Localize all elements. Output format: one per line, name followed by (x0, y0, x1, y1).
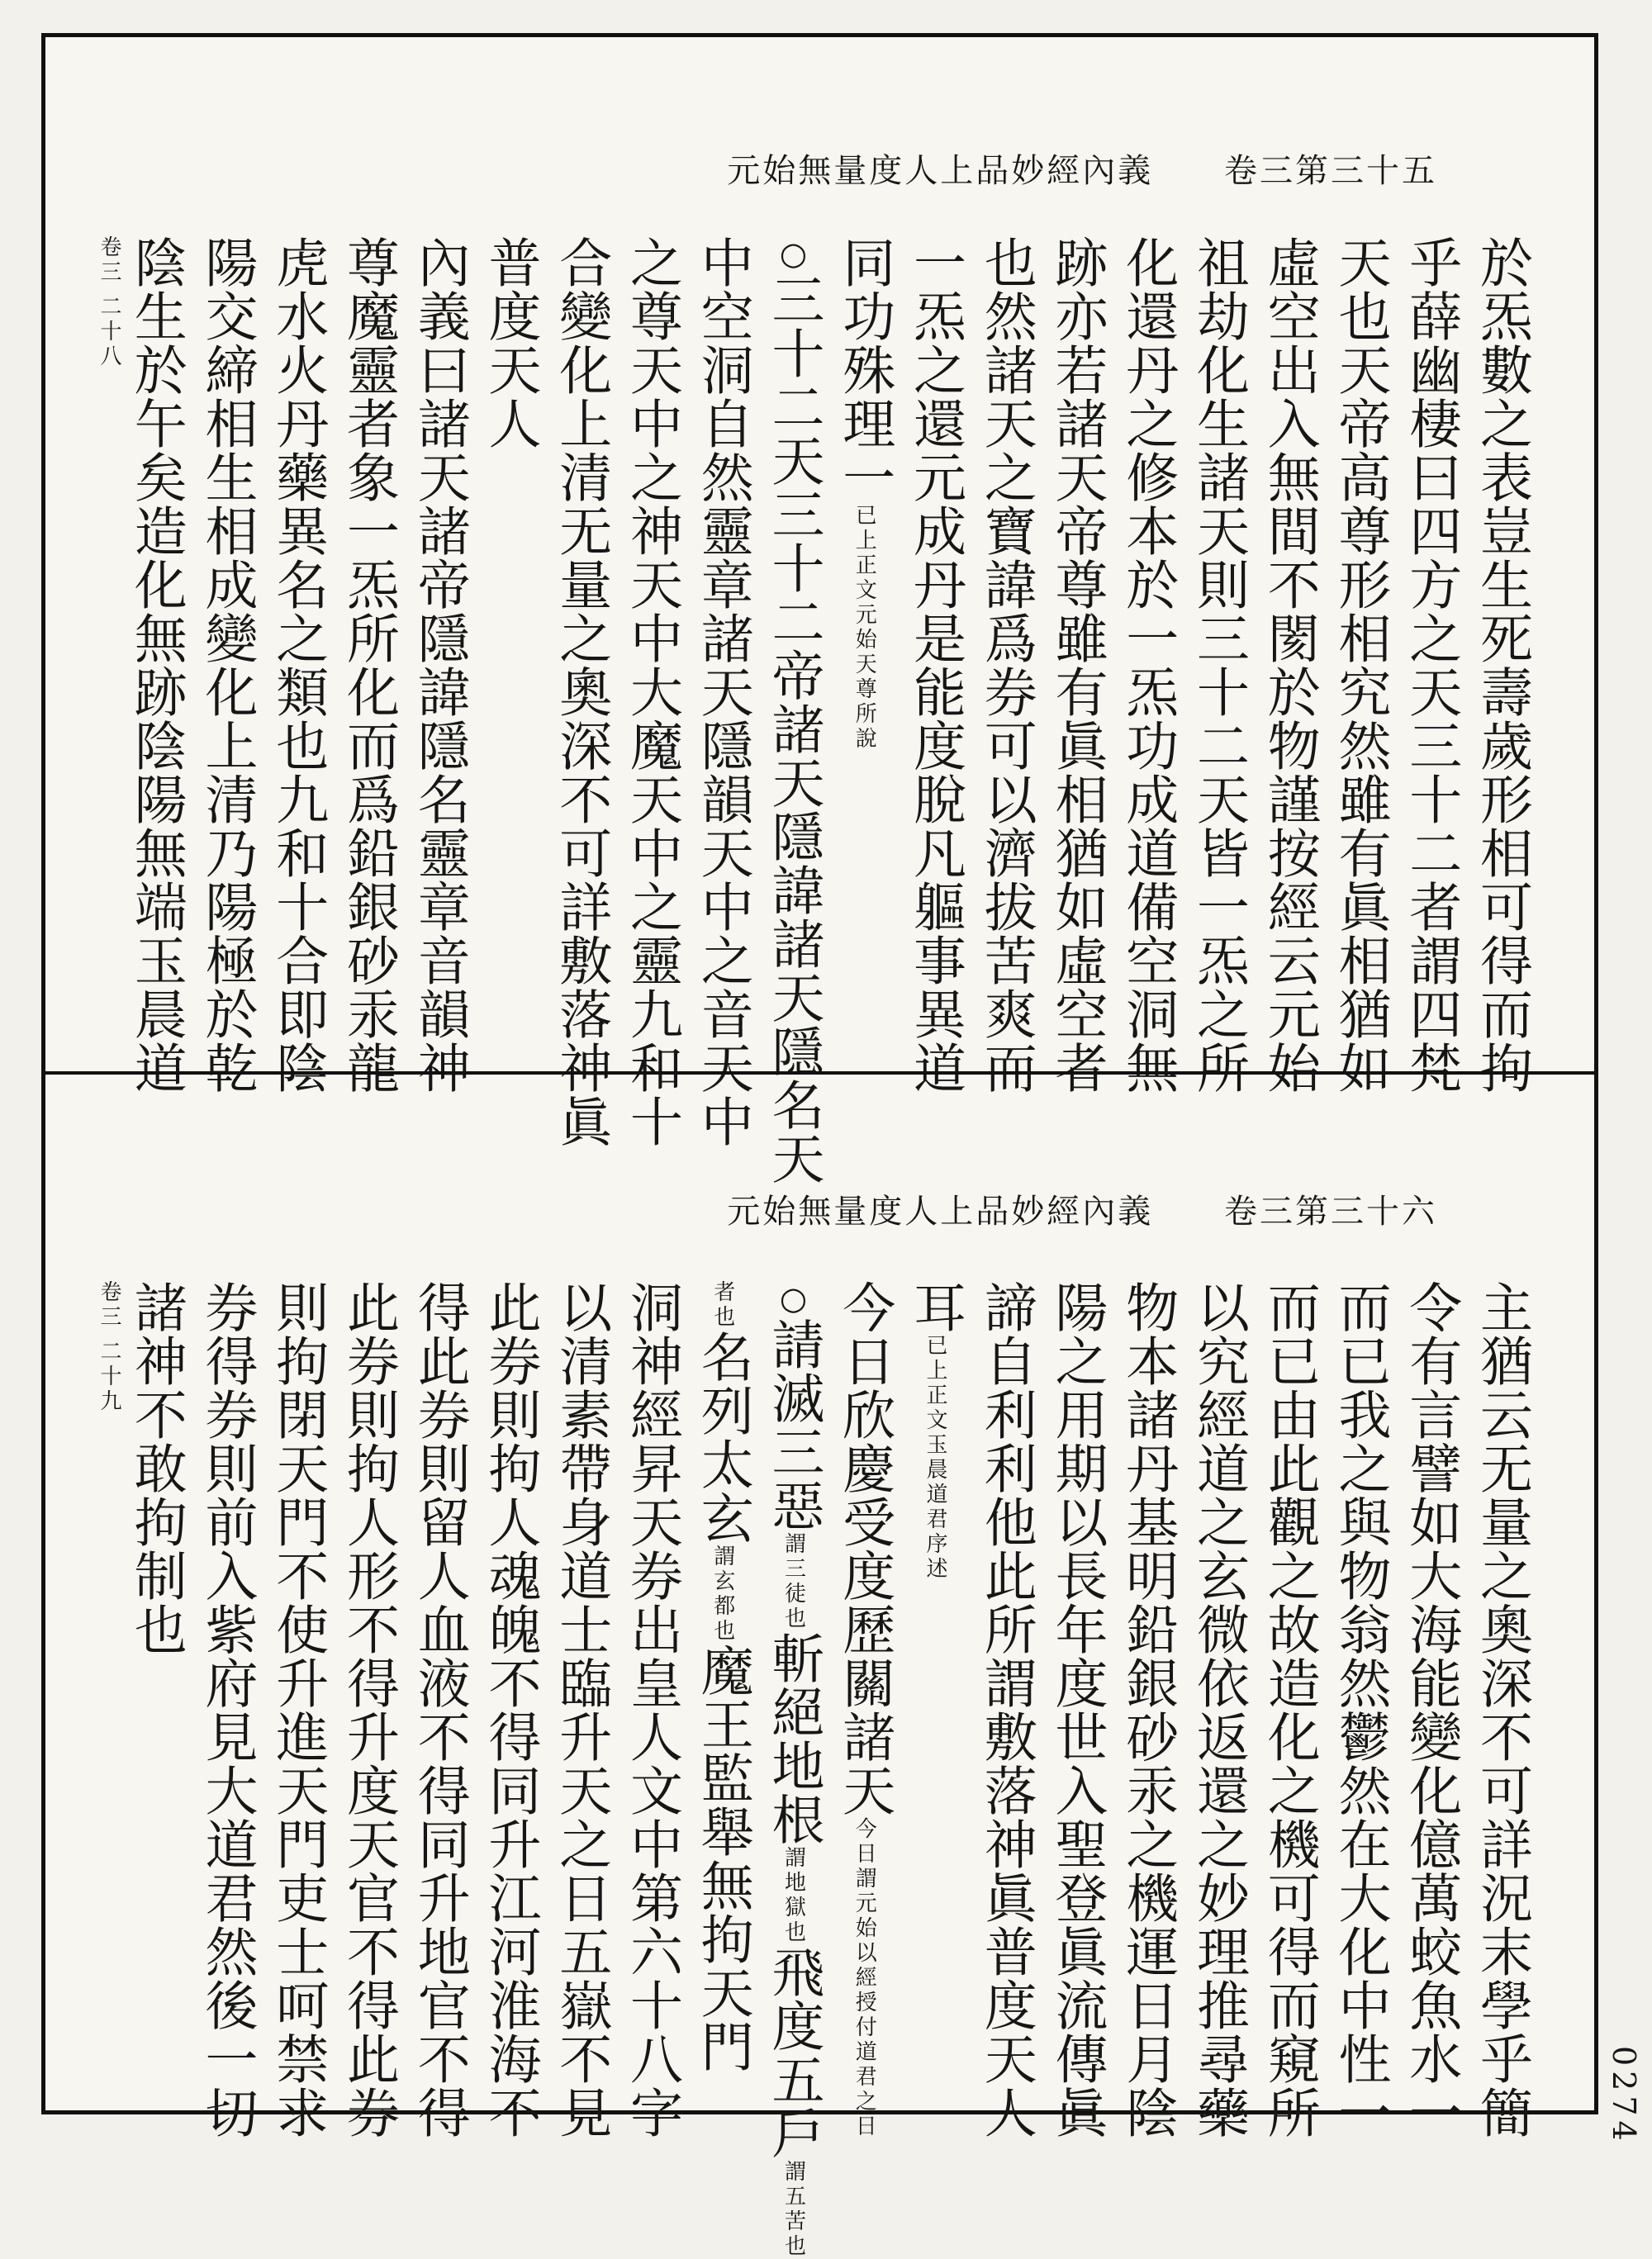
text-column: 於炁數之表豈生死壽歲形相可得而拘 (1471, 235, 1532, 1094)
text-column: 也然諸天之寶諱爲券可以濟拔苦爽而 (975, 235, 1037, 1094)
fold-folio: 二十九 (97, 1340, 121, 1415)
text-column: 物本諸丹基明鉛銀砂汞之機運日月陰 (1117, 1280, 1179, 2139)
text-column: 洞神經昇天券出皇人文中第六十八字 (621, 1280, 682, 2139)
text-column: 尊魔靈者象一炁所化而爲鉛銀砂汞龍 (338, 235, 399, 1094)
text-column: 得此券則留人血液不得同升地官不得 (408, 1280, 470, 2139)
text-column: 主猶云无量之奧深不可詳況末學乎簡 (1471, 1280, 1532, 2139)
text-column: 合變化上清无量之奧深不可詳敷落神眞 (550, 235, 612, 1148)
text-column (686, 1280, 757, 2073)
text-column: 天也天帝高尊形相究然雖有眞相猶如 (1329, 235, 1391, 1094)
text-column: 內義曰諸天諸帝隱諱隱名靈章音韻神 (408, 235, 470, 1094)
text-run: 請滅三惡 (762, 1317, 824, 1532)
text-column: 之尊天中之神天中大魔天中之靈九和十 (621, 235, 682, 1148)
gloss-note: 今日謂元始以經授付道君之日 (852, 1817, 877, 2139)
text-run: 飛度五戶 (762, 1945, 824, 2160)
text-column: 陰生於午矣造化無跡陰陽無端玉晨道 (125, 235, 187, 1094)
gloss-note: 者也 (710, 1280, 735, 1330)
attribution-note: 已上正文元始天尊所說 (852, 504, 877, 752)
header-volume: 卷三第三十五 (1224, 152, 1437, 190)
text-column: 一炁之還元成丹是能度脫凡軀事異道 (904, 235, 966, 1094)
text-column (757, 1280, 828, 2259)
text-column: 祖劫化生諸天則三十二天皆一炁之所 (1188, 235, 1249, 1094)
text-column: 券得券則前入紫府見大道君然後一切 (196, 1280, 258, 2139)
running-header-bottom (727, 1185, 1437, 1232)
text-run: 耳 (904, 1280, 966, 1334)
gloss-note: 謂三徒也 (781, 1532, 806, 1631)
text-column: 陽之用期以長年度世入聖登眞流傳眞 (1046, 1280, 1108, 2139)
page-frame (41, 33, 1598, 2259)
header-title: 元始無量度人上品妙經內義 (727, 152, 1154, 190)
text-column: 以清素帶身道士臨升天之日五嶽不見 (550, 1280, 612, 2139)
text-run: 跡亦若諸天帝尊雖有眞相猶如虛空者 (1046, 235, 1108, 1094)
fold-note (97, 1280, 120, 2073)
header-volume: 卷三第三十六 (1224, 1193, 1437, 1231)
gloss-note: 謂地獄也 (781, 1846, 806, 1945)
text-column: 此券則拘人形不得升度天官不得此券 (338, 1280, 399, 2139)
gloss-note: 謂玄都也 (710, 1545, 735, 1644)
text-column: 虛空出入無間不閡於物謹按經云元始 (1258, 235, 1320, 1094)
text-run: 斬絕地根 (762, 1631, 824, 1846)
page-number: 0274 (1606, 2046, 1642, 2146)
text-column: 諸神不敢拘制也 (125, 1280, 187, 1656)
gloss-note: 謂五苦也 (781, 2160, 806, 2259)
attribution-note: 已上正文玉晨道君序述 (923, 1334, 947, 1582)
text-column: 此券則拘人魂魄不得同升江河淮海不 (479, 1280, 541, 2139)
text-column: 中空洞自然靈章諸天隱韻天中之音天中 (691, 235, 753, 1148)
text-run: 今日欣慶受度歷關諸天 (833, 1280, 895, 1817)
text-column (899, 1280, 970, 2073)
text-run: 化還丹之修本於一炁功成道備空洞無 (1117, 235, 1179, 1094)
header-title: 元始無量度人上品妙經內義 (727, 1193, 1154, 1231)
text-block-bottom (97, 1280, 1536, 2259)
text-column: 乎薛幽棲曰四方之天三十二者謂四梵 (1400, 235, 1462, 1094)
fold-volume: 卷三 (97, 235, 121, 285)
text-column: 以究經道之玄微依返還之妙理推尋藥 (1188, 1280, 1249, 2139)
text-run: 魔王監舉無拘天門 (691, 1644, 753, 2073)
fold-volume: 卷三 (97, 1280, 121, 1330)
text-column (828, 1280, 900, 2139)
circle-mark-icon: ○ (775, 235, 812, 273)
text-column: 而已我之與物翁然鬱然在大化中性一 (1329, 1280, 1391, 2139)
text-column: 則拘閉天門不使升進天門吏士呵禁求 (267, 1280, 329, 2139)
text-column: 諦自利利他此所謂敷落神眞普度天人 (975, 1280, 1037, 2139)
text-column: 令有言譬如大海能變化億萬蛟魚水一 (1400, 1280, 1462, 2139)
text-column: 虎水火丹藥異名之類也九和十合即陰 (267, 235, 329, 1094)
text-column: 陽交締相生相成變化上清乃陽極於乾 (196, 235, 258, 1094)
panel-bottom (45, 37, 1594, 2259)
text-column: 普度天人 (479, 235, 541, 450)
text-run: 名列太玄 (691, 1330, 753, 1545)
text-run: 三十二天三十二帝諸天隱諱諸天隱名天 (762, 273, 824, 1185)
fold-folio: 二十八 (97, 295, 121, 370)
text-column: 而已由此觀之故造化之機可得而窺所 (1258, 1280, 1320, 2139)
circle-mark-icon: ○ (775, 1280, 812, 1317)
text-run: 同功殊理一 (833, 235, 895, 504)
